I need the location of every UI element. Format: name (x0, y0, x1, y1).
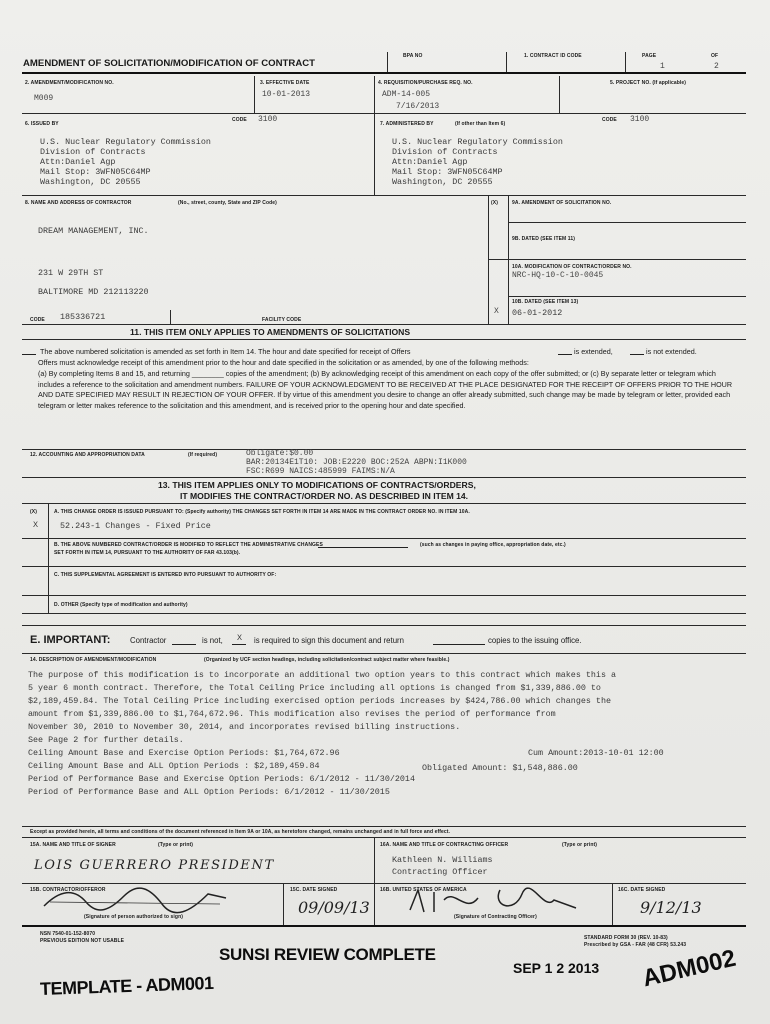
box16a-label: 16A. NAME AND TITLE OF CONTRACTING OFFICER (380, 842, 509, 848)
rule (22, 339, 746, 340)
footer-nsn: NSN 7540-01-152-8070 (40, 931, 96, 937)
box10a-value: NRC-HQ-10-C-10-0045 (512, 271, 604, 280)
contract-id-label: 1. CONTRACT ID CODE (524, 53, 582, 59)
important-rest: is required to sign this document and return (254, 636, 404, 645)
blank-line (318, 546, 408, 548)
box12-label: 12. ACCOUNTING AND APPROPRIATION DATA (30, 452, 145, 458)
divider (374, 113, 375, 195)
divider (283, 883, 284, 925)
signer-name: LOIS GUERRERO PRESIDENT (34, 858, 275, 873)
rule (22, 613, 746, 614)
obligated-amount: Obligated Amount: $1,548,886.00 (422, 763, 578, 773)
page-label: PAGE (642, 53, 657, 59)
important-label: E. IMPORTANT: (30, 634, 111, 646)
item13-b-text2: SET FORTH IN ITEM 14, PURSUANT TO THE AUTHORITY OF FAR 43.103(b). (54, 550, 241, 556)
item13-a-mark: X (33, 520, 39, 530)
description-line: amount from $1,339,886.00 to $1,764,672.96. This modification also revises the period of performance from (28, 709, 556, 719)
box15b-label: 15B. CONTRACTOR/OFFEROR (30, 887, 106, 893)
rule (22, 72, 746, 74)
blank-line (433, 643, 485, 645)
box8-code: 185336721 (60, 312, 106, 322)
box9a-label: 9A. AMENDMENT OF SOLICITATION NO. (512, 200, 612, 206)
divider (374, 837, 375, 925)
item13-d-text: D. OTHER (Specify type of modification and authority) (54, 602, 188, 608)
item13-x-label: (X) (30, 509, 37, 515)
accounting-line: BAR:20134E1T10: JOB:E2220 BOC:252A ABPN:I1K000 (246, 458, 467, 467)
box10a-label: 10A. MODIFICATION OF CONTRACT/ORDER NO. (512, 264, 632, 270)
admin-line: U.S. Nuclear Regulatory Commission (392, 137, 563, 147)
description-line: Period of Performance Base and Exercise Option Periods: 6/1/2012 - 11/30/2014 (28, 774, 415, 784)
contractor-street: 231 W 29TH ST (38, 268, 104, 278)
of-label: OF (711, 53, 719, 59)
footer-prev: PREVIOUS EDITION NOT USABLE (40, 938, 125, 944)
box15c-value: 09/09/13 (298, 898, 370, 917)
divider (387, 52, 388, 72)
form-title: AMENDMENT OF SOLICITATION/MODIFICATION OF CONTRACT (23, 58, 316, 69)
template-stamp: TEMPLATE - ADM001 (39, 972, 214, 1000)
item13-b-text-b: (such as changes in paying office, appropriation date, etc.) (420, 542, 566, 548)
divider (374, 76, 375, 114)
accounting-line: FSC:R699 NAICS:485999 FAIMS:N/A (246, 467, 395, 476)
rule (22, 925, 746, 927)
box15c-label: 15C. DATE SIGNED (290, 887, 338, 893)
rule (22, 195, 746, 196)
box5-label: 5. PROJECT NO. (If applicable) (610, 80, 687, 86)
description-line: $2,189,459.84. The Total Ceiling Price including exercised option periods increases by $424,786.00 which changes the (28, 696, 611, 706)
issuer-line: Washington, DC 20555 (40, 177, 141, 187)
box10b-label: 10B. DATED (SEE ITEM 13) (512, 299, 579, 305)
rule (22, 826, 746, 827)
box2-value: M009 (34, 94, 54, 103)
important-copies: copies to the issuing office. (488, 636, 582, 645)
item13-subtitle: IT MODIFIES THE CONTRACT/ORDER NO. AS DESCRIBED IN ITEM 14. (180, 491, 469, 501)
extended-text: is extended, (574, 347, 613, 356)
item13-a-text: A. THIS CHANGE ORDER IS ISSUED PURSUANT TO: (Specify authority) THE CHANGES SET FORTH IN ITEM 14 ARE MADE IN THE CONTRACT ORDER NO. IN ITEM 10A. (54, 509, 470, 515)
contractor-signature (40, 884, 230, 914)
box6-code: 3100 (258, 115, 278, 124)
box8-label: 8. NAME AND ADDRESS OF CONTRACTOR (25, 200, 132, 206)
rule (22, 566, 746, 567)
rule (22, 113, 746, 114)
rule (508, 296, 746, 297)
item11-checkbox[interactable] (22, 346, 36, 355)
footer-std1: STANDARD FORM 30 (REV. 10-83) (584, 935, 668, 941)
officer-name: Kathleen N. Williams (392, 855, 493, 865)
signature-scribble-icon (40, 884, 230, 914)
item11-title: 11. THIS ITEM ONLY APPLIES TO AMENDMENTS OF SOLICITATIONS (130, 327, 411, 337)
admin-line: Mail Stop: 3WFN05C64MP (392, 167, 503, 177)
box4-label: 4. REQUISITION/PURCHASE REQ. NO. (378, 80, 473, 86)
footer-std2: Prescribed by GSA - FAR (48 CFR) 53.243 (584, 942, 687, 948)
description-line: See Page 2 for further details. (28, 735, 184, 745)
description-line: Period of Performance Base and ALL Option Periods: 6/1/2012 - 11/30/2015 (28, 787, 390, 797)
box4-value2: 7/16/2013 (396, 102, 440, 111)
contractor-name: DREAM MANAGEMENT, INC. (38, 226, 149, 236)
box3-value: 10-01-2013 (262, 90, 311, 99)
box15b-sublabel: (Signature of person authorized to sign) (84, 914, 183, 920)
box16b-sublabel: (Signature of Contracting Officer) (454, 914, 537, 920)
not-extended-checkbox[interactable] (630, 346, 644, 355)
item13-title: 13. THIS ITEM APPLIES ONLY TO MODIFICATIONS OF CONTRACTS/ORDERS, (158, 480, 476, 490)
is-not-checkbox[interactable] (172, 635, 196, 645)
rule (22, 503, 746, 504)
divider (48, 503, 49, 613)
box9b-label: 9B. DATED (SEE ITEM 11) (512, 236, 576, 242)
item11-paragraph: (a) By completing Items 8 and 15, and returning ________ copies of the amendment; (b) By acknowledging receipt of this amendment on each copy of the offer submitted; or (c) By separate letter or telegram which includes a reference to the solicitation and amendment numbers. FAILURE OF YOUR ACKNOWLEDGMENT TO BE RECEIVED AT THE PLACE DESIGNATED FOR THE RECEIPT OF OFFERS PRIOR TO THE HOUR AND DATE SPECIFIED MAY RESULT IN REJECTION OF YOUR OFFER. If by virtue of this amendment you desire to change an offer already submitted, such change may be made by telegram or letter, provided each telegram or letter makes reference to the solicitation and this amendment, and is received prior to the opening hour and date specified. (38, 369, 733, 410)
divider (612, 883, 613, 925)
description-line: Ceiling Amount Base and ALL Option Periods : $2,189,459.84 (28, 761, 320, 771)
box14-sublabel: (Organized by UCF section headings, including solicitation/contract subject matter where feasible.) (204, 657, 450, 663)
admin-line: Washington, DC 20555 (392, 177, 493, 187)
box7-label: 7. ADMINISTERED BY (380, 121, 434, 127)
issuer-line: U.S. Nuclear Regulatory Commission (40, 137, 211, 147)
admin-line: Division of Contracts (392, 147, 498, 157)
item11-paragraph: Offers must acknowledge receipt of this amendment prior to the hour and date specified in the solicitation or as amended, by one of the following methods: (38, 358, 529, 367)
divider (559, 76, 560, 114)
rule (22, 449, 746, 450)
rule (22, 538, 746, 539)
issuer-line: Attn:Daniel Agp (40, 157, 116, 167)
officer-title: Contracting Officer (392, 867, 488, 877)
signature-scribble-icon (404, 886, 584, 916)
box7-sublabel: (If other than Item 6) (455, 121, 506, 127)
officer-signature (404, 886, 584, 916)
important-contractor: Contractor (130, 636, 167, 645)
box16a-sublabel: (Type or print) (562, 842, 598, 848)
divider (506, 52, 507, 72)
rule (22, 653, 746, 654)
extended-checkbox[interactable] (558, 346, 572, 355)
box6-code-label: CODE (232, 117, 247, 123)
item13-b-text: B. THE ABOVE NUMBERED CONTRACT/ORDER IS MODIFIED TO REFLECT THE ADMINISTRATIVE CHANGES (54, 542, 323, 548)
admin-line: Attn:Daniel Agp (392, 157, 468, 167)
sunsi-stamp: SUNSI REVIEW COMPLETE (219, 945, 436, 964)
box15a-label: 15A. NAME AND TITLE OF SIGNER (30, 842, 116, 848)
box15a-sublabel: (Type or print) (158, 842, 194, 848)
page-num: 1 (660, 62, 665, 71)
box7-code-label: CODE (602, 117, 617, 123)
box14-label: 14. DESCRIPTION OF AMENDMENT/MODIFICATION (30, 657, 157, 663)
box3-label: 3. EFFECTIVE DATE (260, 80, 310, 86)
box10-x-mark: X (494, 307, 499, 316)
rule (22, 324, 746, 325)
description-line: 5 year 6 month contract. Therefore, the Total Ceiling Price including all options is changed from $1,339,886.00 to (28, 683, 601, 693)
contractor-city: BALTIMORE MD 212113220 (38, 287, 149, 297)
important-x-mark: X (237, 633, 243, 643)
description-line: The purpose of this modification is to incorporate an additional two option years to this contract which makes this a (28, 670, 617, 680)
box7-code: 3100 (630, 115, 650, 124)
box10b-value: 06-01-2012 (512, 308, 563, 318)
rule (22, 595, 746, 596)
rule (508, 222, 746, 223)
except-text: Except as provided herein, all terms and conditions of the document referenced in Item 9A or 10A, as heretofore changed, remains unchanged and in full force and effect. (30, 829, 451, 835)
divider (254, 76, 255, 114)
box12-sublabel: (If required) (188, 452, 218, 458)
box2-label: 2. AMENDMENT/MODIFICATION NO. (25, 80, 114, 86)
box4-value: ADM-14-005 (382, 90, 431, 99)
rule (22, 837, 746, 838)
adm-stamp: ADM002 (640, 944, 739, 993)
page-total: 2 (714, 62, 719, 71)
divider (170, 310, 171, 324)
rule (22, 477, 746, 478)
bpa-label: BPA NO (403, 53, 423, 59)
item13-a-value: 52.243-1 Changes - Fixed Price (60, 521, 211, 531)
rule (22, 625, 746, 626)
item11-text: The above numbered solicitation is amended as set forth in Item 14. The hour and date specified for receipt of Offers (40, 347, 411, 356)
issuer-line: Division of Contracts (40, 147, 146, 157)
box8-code-label: CODE (30, 317, 45, 323)
box9-x-label: (X) (491, 200, 498, 206)
box6-label: 6. ISSUED BY (25, 121, 59, 127)
box16c-value: 9/12/13 (640, 898, 702, 917)
description-line: November 30, 2010 to November 30, 2014, and incorporates revised billing instructions. (28, 722, 461, 732)
rule (488, 259, 746, 260)
important-is-not: is not, (202, 636, 223, 645)
date-stamp: SEP 1 2 2013 (513, 960, 600, 976)
not-extended-text: is not extended. (646, 347, 697, 356)
box16b-label: 16B. UNITED STATES OF AMERICA (380, 887, 467, 893)
facility-label: FACILITY CODE (262, 317, 302, 323)
issuer-line: Mail Stop: 3WFN05C64MP (40, 167, 151, 177)
box16c-label: 16C. DATE SIGNED (618, 887, 666, 893)
box8-sublabel: (No., street, county, State and ZIP Code) (178, 200, 277, 206)
description-line: Ceiling Amount Base and Exercise Option Periods: $1,764,672.96 (28, 748, 340, 758)
divider (625, 52, 626, 72)
item13-c-text: C. THIS SUPPLEMENTAL AGREEMENT IS ENTERED INTO PURSUANT TO AUTHORITY OF: (54, 572, 277, 578)
accounting-line: Obligate:$0.00 (246, 449, 314, 458)
cum-amount: Cum Amount:2013-10-01 12:00 (528, 748, 664, 758)
